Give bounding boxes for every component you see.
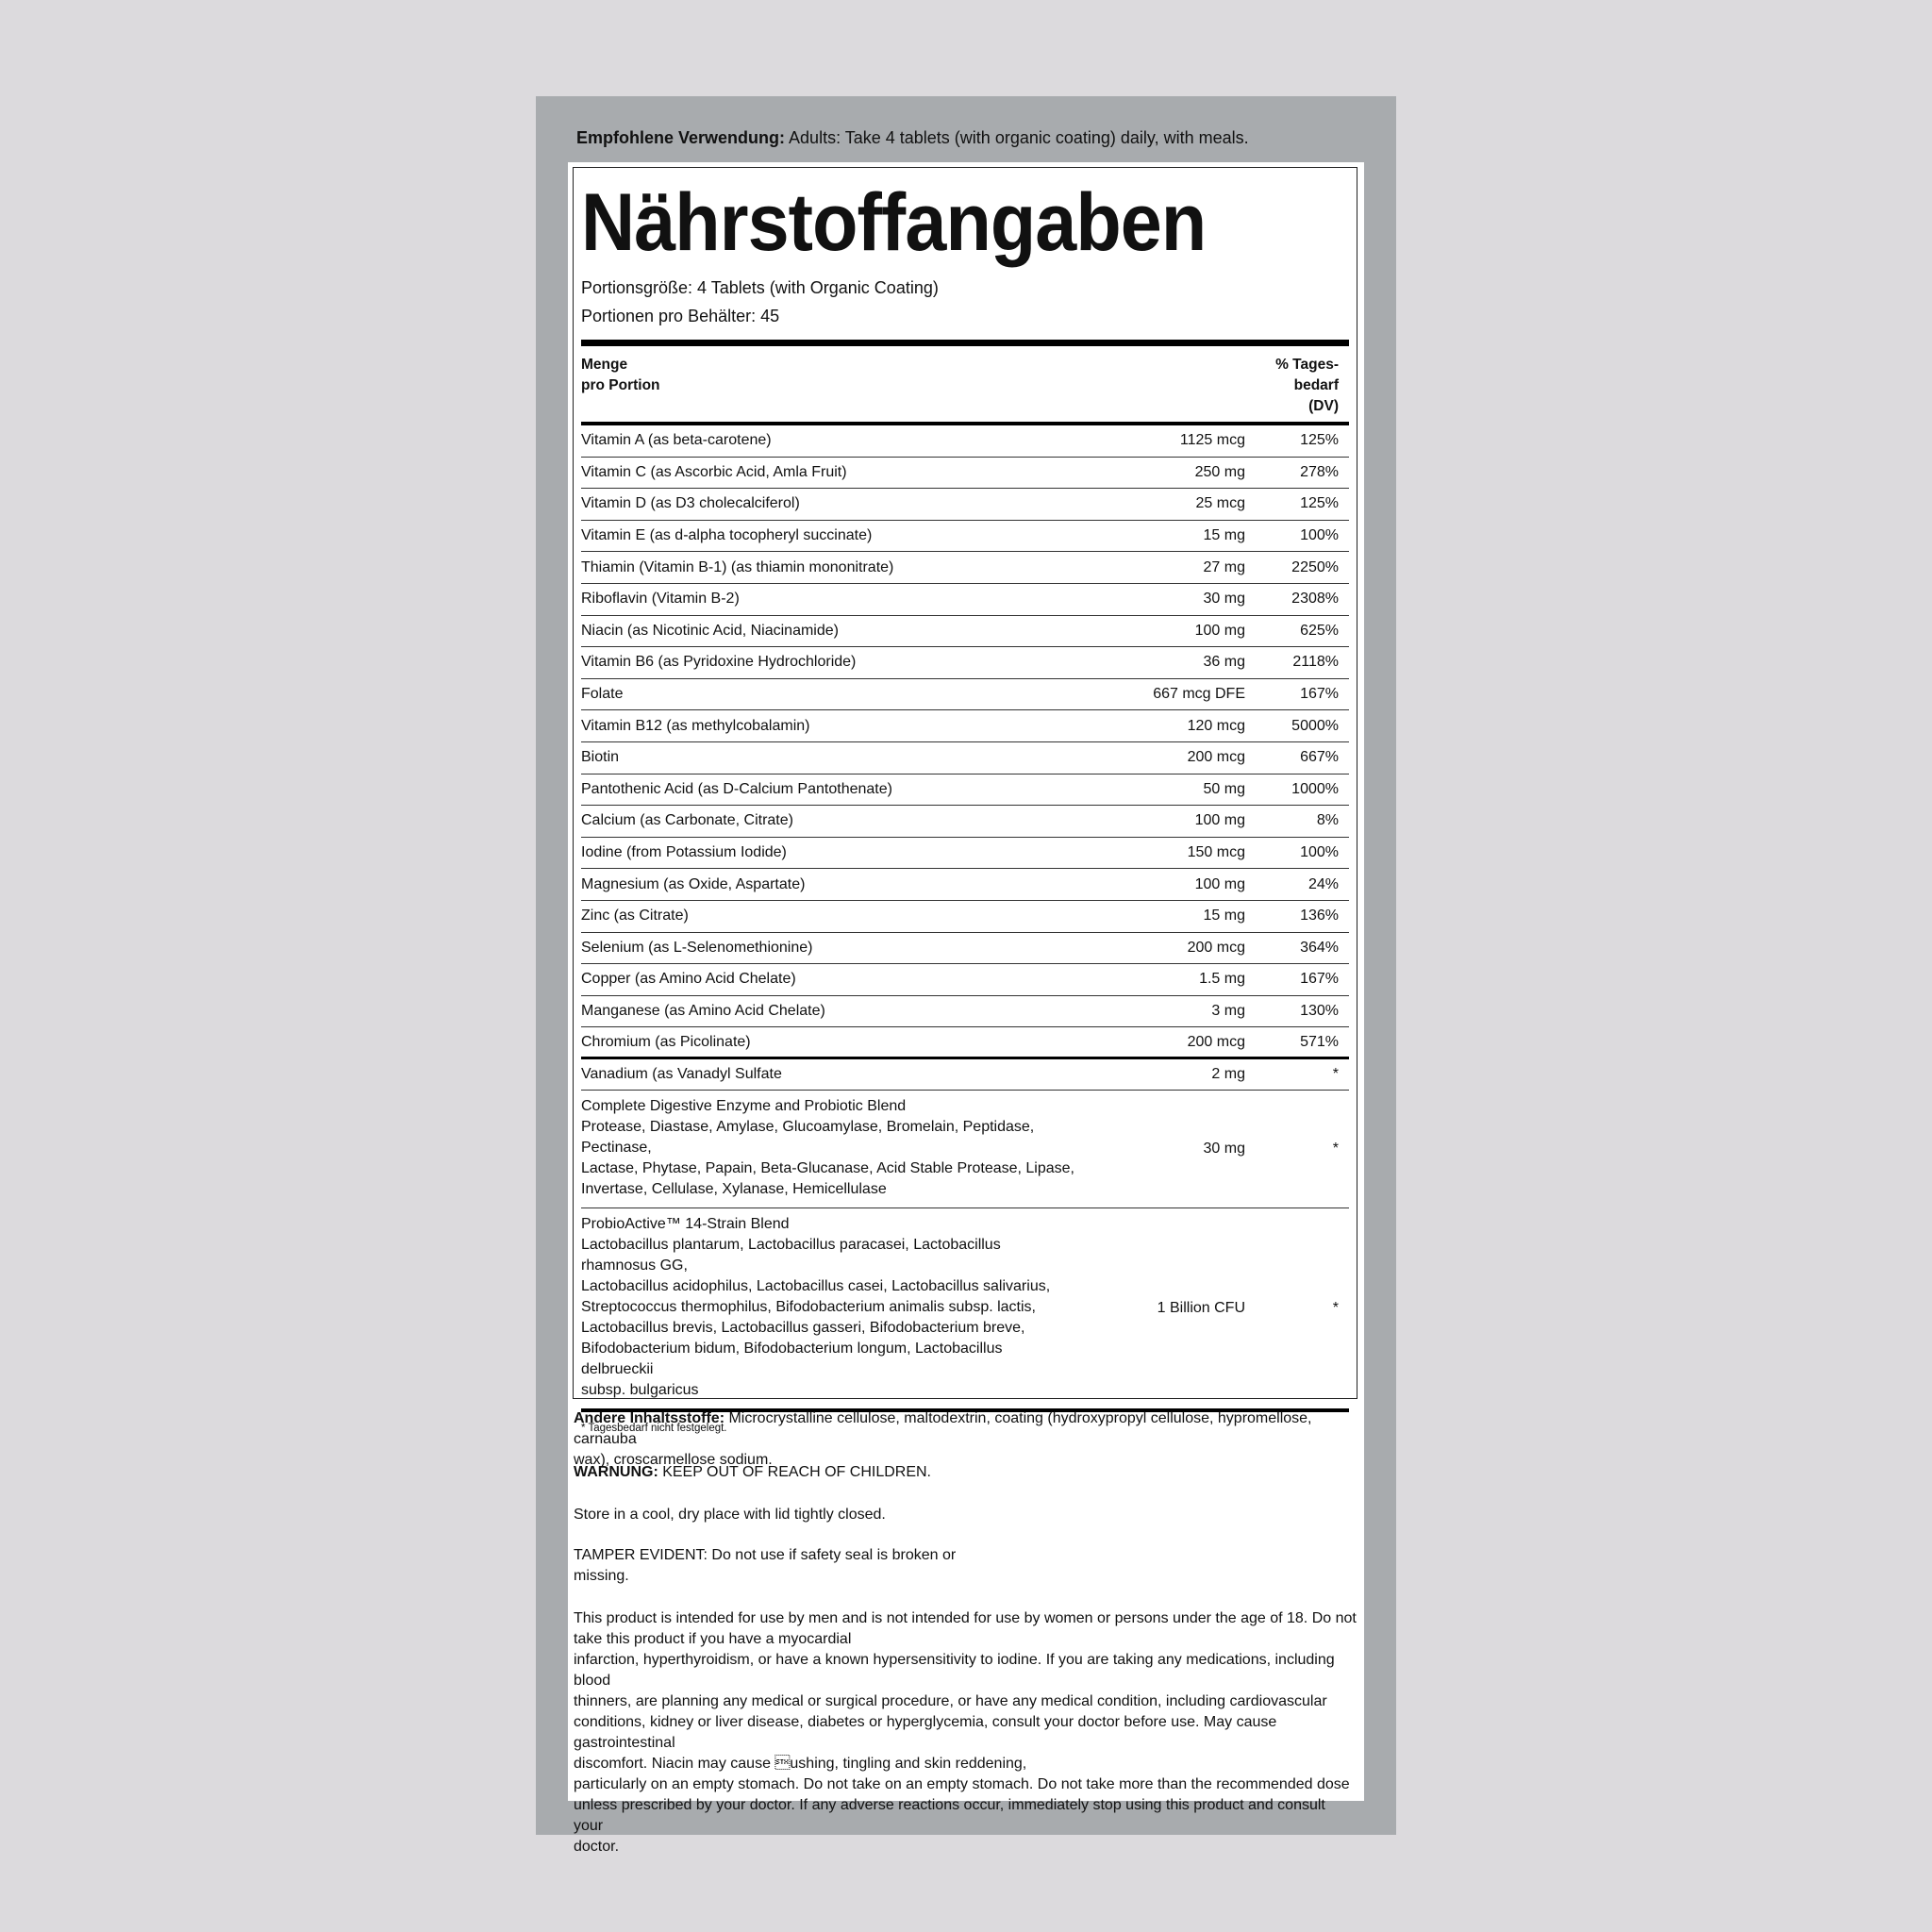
warning-label: WARNUNG: [574,1464,658,1480]
nutrient-dv: 24% [1307,875,1339,892]
nutrient-row [581,710,1349,742]
nutrient-amount: 15 mg [1203,527,1245,544]
blend-ingredients-line: subsp. bulgaricus [581,1382,699,1399]
nutrient-dv: 2118% [1292,654,1339,671]
table-header [581,346,1349,422]
nutrient-name: Calcium (as Carbonate, Citrate) [581,812,793,829]
nutrient-row [581,1059,1349,1091]
nutrient-amount: 667 mcg DFE [1153,686,1245,703]
blend-ingredients-line: Protease, Diastase, Amylase, Glucoamylase, Bromelain, Peptidase, Pectinase, [581,1119,1035,1157]
nutrient-dv: 130% [1300,1002,1339,1019]
nutrient-dv: 667% [1300,749,1339,766]
nutrient-name: Selenium (as L-Selenomethionine) [581,939,813,956]
nutrient-amount: 2 mg [1211,1066,1245,1083]
blend-ingredients-line: Invertase, Cellulase, Xylanase, Hemicellulase [581,1181,887,1198]
nutrient-name: Vitamin B12 (as methylcobalamin) [581,717,810,734]
nutrient-row [581,838,1349,870]
recommended-use-text: Adults: Take 4 tablets (with organic coating) daily, with meals. [785,128,1249,147]
nutrient-row [581,869,1349,901]
nutrient-dv: * [1332,1066,1339,1083]
nutrient-amount: 100 mg [1194,812,1245,829]
blend-title: Complete Digestive Enzyme and Probiotic Blend [581,1098,907,1115]
nutrient-row [581,489,1349,521]
nutrient-row [581,584,1349,616]
blend-rows [581,1091,1349,1408]
thick-divider [581,340,1349,346]
nutrient-dv: 278% [1300,463,1339,480]
nutrient-amount: 3 mg [1211,1002,1245,1019]
disclaimer-line: thinners, are planning any medical or surgical procedure, or have any medical condition, including cardiovascular [574,1693,1327,1709]
nutrient-name: Zinc (as Citrate) [581,908,689,924]
blend-description [581,1208,1075,1408]
nutrient-dv: 2308% [1291,591,1339,608]
nutrient-name: Manganese (as Amino Acid Chelate) [581,1002,825,1019]
nutrient-amount: 250 mg [1194,463,1245,480]
nutrient-amount: 1125 mcg [1179,432,1245,449]
nutrient-amount: 200 mcg [1187,749,1245,766]
blend-ingredients-line: Lactobacillus plantarum, Lactobacillus paracasei, Lactobacillus rhamnosus GG, [581,1237,1001,1274]
blend-ingredients-line: Streptococcus thermophilus, Bifodobacterium animalis subsp. lactis, [581,1299,1036,1316]
nutrient-row [581,901,1349,933]
dv-footnote: * Tagesbedarf nicht festgelegt. [581,1423,727,1435]
nutrient-name: Chromium (as Picolinate) [581,1033,751,1050]
nutrient-row [581,933,1349,965]
disclaimer-line: discomfort. Niacin may cause ushing, tingling and skin reddening, [574,1756,1027,1772]
nutrient-amount: 30 mg [1203,591,1245,608]
nutrient-amount: 25 mcg [1195,495,1245,512]
nutrient-row [581,1027,1349,1059]
nutrient-name: Vitamin B6 (as Pyridoxine Hydrochloride) [581,654,857,671]
nutrient-dv: 571% [1300,1033,1339,1050]
blend-row [581,1208,1349,1408]
nutrient-dv: 100% [1300,844,1339,861]
tamper-line-2: missing. [574,1568,629,1584]
nutrient-name: Vitamin E (as d-alpha tocopheryl succinate) [581,527,873,544]
nutrient-name: Iodine (from Potassium Iodide) [581,844,787,861]
nutrient-row [581,458,1349,490]
nutrient-dv: 100% [1300,527,1339,544]
nutrient-dv: 167% [1300,971,1339,988]
nutrient-dv: 125% [1300,432,1339,449]
blend-title: ProbioActive™ 14-Strain Blend [581,1216,790,1233]
dv-header-line1: % Tages- [1275,357,1339,373]
nutrient-dv: 125% [1300,495,1339,512]
nutrient-row [581,996,1349,1028]
nutrient-dv: 2250% [1291,558,1339,575]
disclaimer [574,1608,1358,1857]
blend-amount: 1 Billion CFU [1157,1300,1245,1317]
nutrient-amount: 100 mg [1194,622,1245,639]
nutrient-name: Copper (as Amino Acid Chelate) [581,971,796,988]
other-ingredients-label: Andere Inhaltsstoffe: [574,1410,725,1426]
warning-text: KEEP OUT OF REACH OF CHILDREN. [658,1464,931,1480]
recommended-use-label: Empfohlene Verwendung: [576,128,786,147]
nutrient-name: Riboflavin (Vitamin B-2) [581,591,740,608]
disclaimer-line: infarction, hyperthyroidism, or have a known hypersensitivity to iodine. If you are taking any medications, including blood [574,1652,1335,1689]
disclaimer-line: conditions, kidney or liver disease, diabetes or hyperglycemia, consult your doctor before use. May cause gastrointestinal [574,1714,1277,1751]
nutrient-amount: 150 mcg [1187,844,1245,861]
nutrient-row [581,616,1349,648]
servings-per-container: Portionen pro Behälter: 45 [581,307,780,325]
disclaimer-line: doctor. [574,1839,620,1855]
blend-dv: * [1332,1141,1339,1158]
nutrient-dv: 364% [1300,939,1339,956]
nutrient-name: Niacin (as Nicotinic Acid, Niacinamide) [581,622,839,639]
nutrient-dv: 1000% [1291,780,1339,797]
nutrient-row [581,552,1349,584]
nutrient-amount: 120 mcg [1187,717,1245,734]
blend-ingredients-line: Lactobacillus acidophilus, Lactobacillus casei, Lactobacillus salivarius, [581,1278,1051,1295]
other-nutrient-rows [581,1059,1349,1091]
nutrient-dv: 5000% [1291,717,1339,734]
facts-title: Nährstoffangaben [581,177,1207,268]
other-ingredients-text-2: wax), croscarmellose sodium. [574,1452,773,1468]
nutrient-row [581,679,1349,711]
blend-row [581,1091,1349,1208]
nutrient-rows [581,425,1349,1059]
nutrient-row [581,774,1349,807]
tamper-line-1: TAMPER EVIDENT: Do not use if safety seal is broken or [574,1547,957,1563]
storage-note [574,1505,1358,1525]
nutrient-name: Magnesium (as Oxide, Aspartate) [581,875,806,892]
nutrient-dv: 8% [1316,812,1339,829]
nutrient-row [581,521,1349,553]
nutrient-name: Vitamin A (as beta-carotene) [581,432,772,449]
blend-ingredients-line: Lactobacillus brevis, Lactobacillus gasseri, Bifodobacterium breve, [581,1320,1025,1337]
nutrient-name: Vitamin C (as Ascorbic Acid, Amla Fruit) [581,463,847,480]
nutrient-amount: 15 mg [1203,908,1245,924]
disclaimer-line: This product is intended for use by men and is not intended for use by women or persons under the age of 18. Do not [574,1610,1357,1626]
dv-header [1275,355,1349,422]
blend-ingredients-line: Lactase, Phytase, Papain, Beta-Glucanase, Acid Stable Protease, Lipase, [581,1160,1074,1177]
tamper-note [574,1545,1358,1587]
blend-description [581,1091,1075,1208]
nutrient-amount: 200 mcg [1187,939,1245,956]
disclaimer-line: unless prescribed by your doctor. If any adverse reactions occur, immediately stop using this product and consult your [574,1797,1325,1834]
nutrient-row [581,425,1349,458]
nutrient-name: Thiamin (Vitamin B-1) (as thiamin mononitrate) [581,558,894,575]
amount-header-line2: pro Portion [581,377,660,393]
disclaimer-line: particularly on an empty stomach. Do not take on an empty stomach. Do not take more than the recommended dose [574,1776,1350,1792]
amount-header [581,355,660,422]
nutrient-dv: 625% [1300,622,1339,639]
nutrient-row [581,647,1349,679]
nutrient-amount: 50 mg [1203,780,1245,797]
nutrient-amount: 1.5 mg [1199,971,1245,988]
dv-header-line2: bedarf [1293,377,1339,393]
recommended-use [576,126,1369,149]
nutrient-amount: 100 mg [1194,875,1245,892]
dv-header-line3: (DV) [1308,398,1339,414]
nutrient-amount: 27 mg [1203,558,1245,575]
blend-amount: 30 mg [1203,1141,1245,1158]
blend-ingredients-line: Bifodobacterium bidum, Bifodobacterium longum, Lactobacillus delbrueckii [581,1341,1003,1378]
nutrient-dv: 136% [1300,908,1339,924]
nutrient-name: Biotin [581,749,620,766]
nutrient-row [581,964,1349,996]
nutrient-name: Folate [581,686,624,703]
serving-size: Portionsgröße: 4 Tablets (with Organic Coating) [581,278,939,297]
other-ingredients-text: Microcrystalline cellulose, maltodextrin, coating (hydroxypropyl cellulose, hypromellose, carnauba [574,1410,1312,1447]
nutrient-row [581,806,1349,838]
nutrient-name: Pantothenic Acid (as D-Calcium Pantothenate) [581,780,892,797]
warning [574,1462,1358,1483]
nutrient-amount: 36 mg [1203,654,1245,671]
nutrient-name: Vitamin D (as D3 cholecalciferol) [581,495,800,512]
nutrient-dv: 167% [1300,686,1339,703]
nutrient-row [581,742,1349,774]
blend-dv: * [1332,1300,1339,1317]
amount-header-line1: Menge [581,357,628,373]
nutrient-amount: 200 mcg [1187,1033,1245,1050]
nutrient-name: Vanadium (as Vanadyl Sulfate [581,1066,782,1083]
disclaimer-line: take this product if you have a myocardial [574,1631,852,1647]
storage-text: Store in a cool, dry place with lid tightly closed. [574,1507,886,1523]
